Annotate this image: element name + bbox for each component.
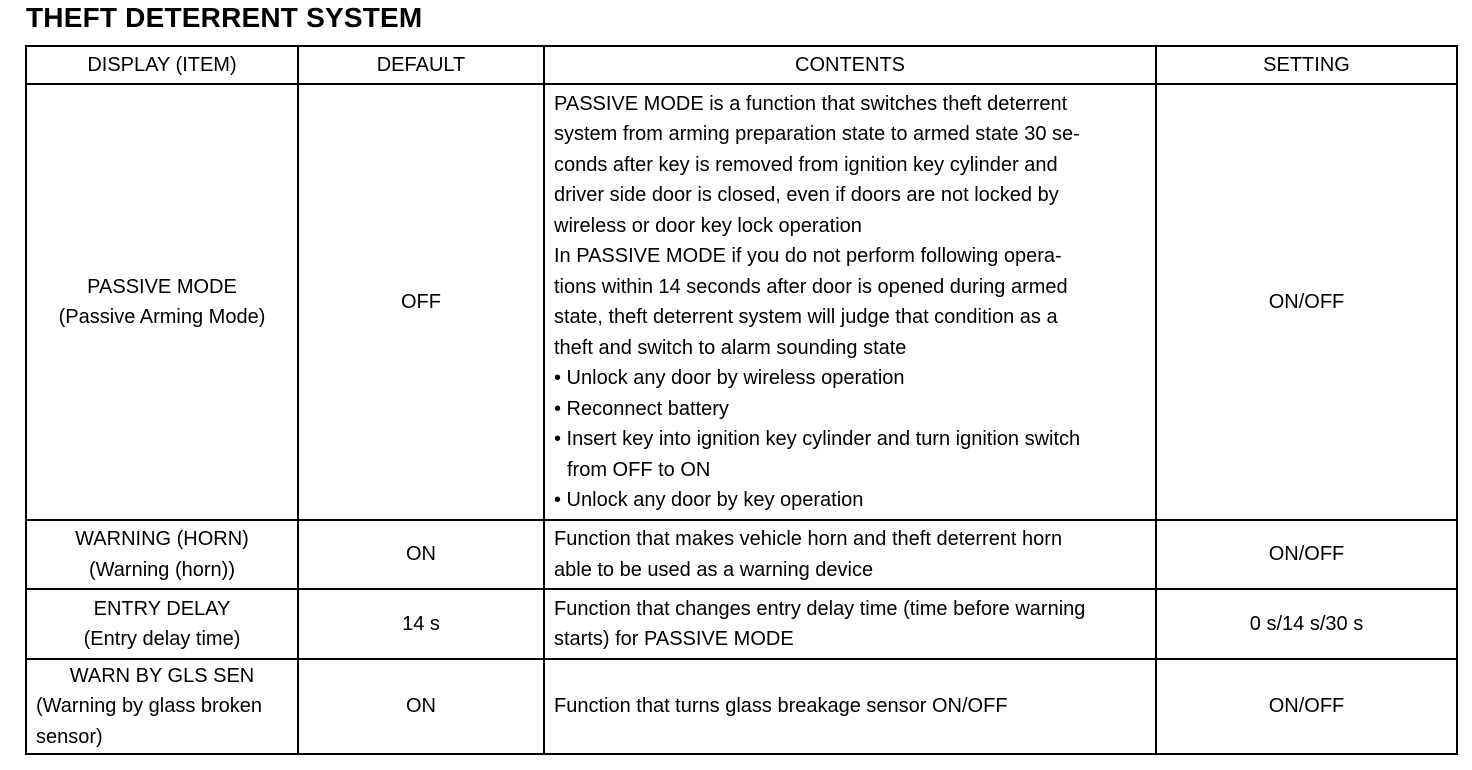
contents-line: conds after key is removed from ignition key cylinder and	[554, 153, 1058, 176]
table-row	[26, 589, 1457, 659]
contents-line: Function that makes vehicle horn and theft deterrent horn	[554, 528, 1063, 550]
bullet-item-continuation: from OFF to ON	[567, 458, 711, 481]
contents-line: theft and switch to alarm sounding state	[554, 336, 907, 359]
theft-deterrent-table	[25, 45, 1458, 755]
item-description: (Warning (horn))	[89, 558, 235, 581]
item-cell	[26, 589, 298, 659]
setting-cell: 0 s/14 s/30 s	[1156, 589, 1457, 659]
item-name: PASSIVE MODE	[87, 275, 237, 298]
bullet-item: • Unlock any door by wireless operation	[554, 367, 905, 389]
header-default: DEFAULT	[298, 46, 544, 84]
contents-line: In PASSIVE MODE if you do not perform following opera-	[554, 245, 1062, 267]
item-description-continuation: sensor)	[36, 725, 103, 748]
default-cell: ON	[298, 520, 544, 589]
page-title: THEFT DETERRENT SYSTEM	[26, 2, 423, 33]
header-display-item: DISPLAY (ITEM)	[26, 46, 298, 84]
header-setting: SETTING	[1156, 46, 1457, 84]
contents-cell	[544, 589, 1156, 659]
item-description: (Entry delay time)	[83, 628, 241, 650]
contents-line: Function that changes entry delay time (time before warning	[554, 597, 1086, 620]
contents-line: PASSIVE MODE is a function that switches theft deterrent	[554, 92, 1068, 115]
contents-line: wireless or door key lock operation	[554, 214, 862, 237]
default-cell: OFF	[298, 84, 544, 520]
contents-line: state, theft deterrent system will judge that condition as a	[554, 306, 1058, 328]
contents-cell: Function that turns glass breakage sensor ON/OFF	[544, 659, 1156, 754]
contents-line: starts) for PASSIVE MODE	[554, 628, 794, 650]
table-row	[26, 520, 1457, 589]
default-cell: ON	[298, 659, 544, 754]
setting-cell: ON/OFF	[1156, 520, 1457, 589]
bullet-item: • Insert key into ignition key cylinder and turn ignition switch	[554, 428, 1081, 450]
item-cell	[26, 659, 298, 754]
item-cell	[26, 84, 298, 520]
item-description: (Warning by glass broken	[36, 695, 263, 718]
item-name: WARN BY GLS SEN	[69, 664, 255, 687]
table-row	[26, 659, 1457, 754]
header-contents: CONTENTS	[544, 46, 1156, 84]
table-header-row	[26, 46, 1457, 84]
item-name: ENTRY DELAY	[93, 597, 231, 620]
setting-cell: ON/OFF	[1156, 659, 1457, 754]
bullet-item: • Unlock any door by key operation	[554, 489, 864, 511]
contents-line: driver side door is closed, even if doors are not locked by	[554, 184, 1059, 206]
item-description: (Passive Arming Mode)	[58, 306, 266, 328]
setting-cell: ON/OFF	[1156, 84, 1457, 520]
contents-cell	[544, 520, 1156, 589]
contents-line: able to be used as a warning device	[554, 558, 874, 581]
default-cell: 14 s	[298, 589, 544, 659]
table-row	[26, 84, 1457, 520]
contents-cell	[544, 84, 1156, 520]
bullet-item: • Reconnect battery	[554, 397, 729, 420]
contents-line: system from arming preparation state to armed state 30 se-	[554, 123, 1080, 145]
item-cell	[26, 520, 298, 589]
item-name: WARNING (HORN)	[75, 528, 249, 550]
contents-line: tions within 14 seconds after door is opened during armed	[554, 275, 1068, 298]
